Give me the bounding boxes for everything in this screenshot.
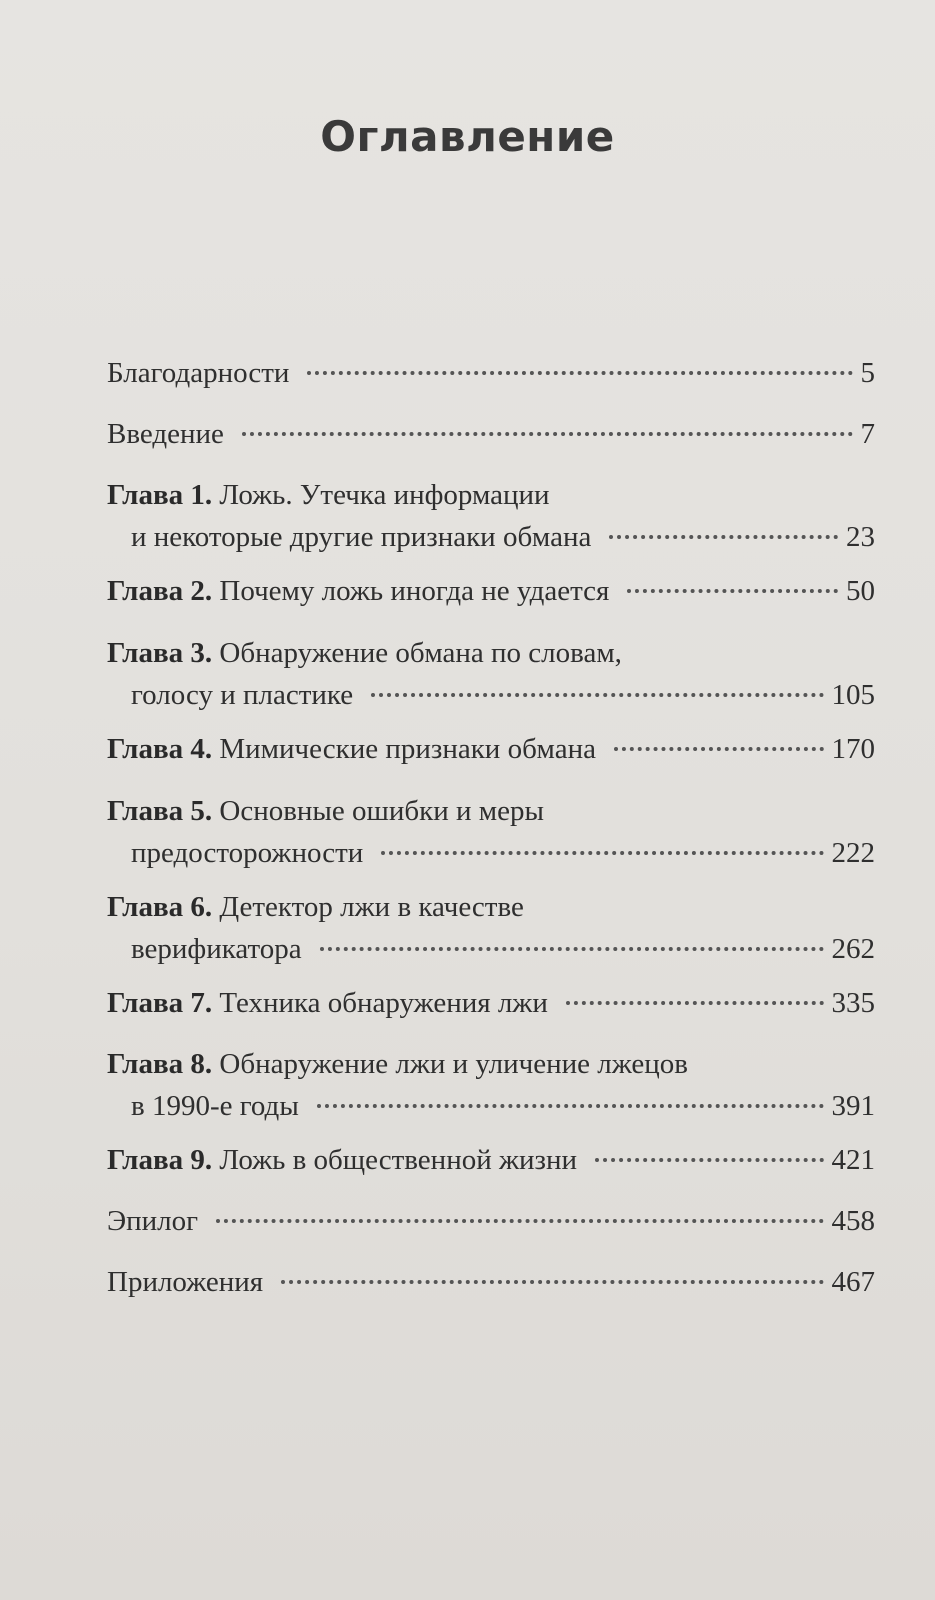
dot-leader xyxy=(381,851,823,855)
entry-title: Ложь. Утечка информации xyxy=(219,479,550,511)
entry-title: Обнаружение лжи и уличение лжецов xyxy=(219,1048,688,1080)
entry-title-text: Мимические признаки обмана xyxy=(219,733,596,765)
chapter-label: Глава 1. xyxy=(107,479,213,511)
toc-line xyxy=(107,516,875,558)
chapter-label: Глава 6. xyxy=(107,891,213,923)
chapter-label: Глава 3. xyxy=(107,637,213,669)
dot-leader xyxy=(320,947,824,951)
page-number: 7 xyxy=(860,418,875,450)
dot-leader xyxy=(317,1104,824,1108)
entry-title: Эпилог xyxy=(107,1205,199,1237)
toc-entry xyxy=(107,728,875,770)
dot-leader xyxy=(307,371,852,375)
entry-title-text: Ложь в общественной жизни xyxy=(219,1144,578,1176)
toc-line xyxy=(107,928,875,970)
toc-line xyxy=(107,1043,875,1085)
toc-entry xyxy=(107,982,875,1024)
toc-line xyxy=(107,1200,875,1242)
entry-title: Детектор лжи в качестве xyxy=(219,891,524,923)
toc-entry xyxy=(107,474,875,558)
entry-title: Введение xyxy=(107,418,224,450)
dot-leader xyxy=(242,432,853,436)
entry-title xyxy=(107,982,548,1024)
dot-leader xyxy=(566,1001,824,1005)
dot-leader xyxy=(281,1280,823,1284)
dot-leader xyxy=(371,693,823,697)
toc-line xyxy=(107,982,875,1024)
toc-entry xyxy=(107,570,875,612)
page-number: 105 xyxy=(831,679,875,711)
toc-entry xyxy=(107,1200,875,1242)
entry-title-text: Почему ложь иногда не удается xyxy=(219,575,610,607)
dot-leader xyxy=(609,535,838,539)
page-number: 50 xyxy=(846,575,875,607)
page-number: 335 xyxy=(831,987,875,1019)
toc-entry xyxy=(107,1261,875,1303)
chapter-label: Глава 4. xyxy=(107,733,213,765)
toc-line xyxy=(107,832,875,874)
entry-title-continued: голосу и пластике xyxy=(131,679,354,711)
page-number: 262 xyxy=(831,933,875,965)
entry-title-continued: и некоторые другие признаки обмана xyxy=(131,521,592,553)
toc-line xyxy=(107,674,875,716)
toc-line xyxy=(107,570,875,612)
page-number: 170 xyxy=(831,733,875,765)
toc-line xyxy=(107,632,875,674)
page-number: 391 xyxy=(831,1090,875,1122)
entry-title: Основные ошибки и меры xyxy=(219,795,544,827)
toc-line xyxy=(107,790,875,832)
dot-leader xyxy=(595,1158,823,1162)
toc-entry xyxy=(107,790,875,874)
page-number: 421 xyxy=(831,1144,875,1176)
toc-line xyxy=(107,728,875,770)
toc-entry xyxy=(107,413,875,455)
toc-entry xyxy=(107,1139,875,1181)
toc-line xyxy=(107,1139,875,1181)
entry-title: Обнаружение обмана по словам, xyxy=(219,637,622,669)
dot-leader xyxy=(614,747,824,751)
entry-title-continued: предосторожности xyxy=(131,837,364,869)
page-title: Оглавление xyxy=(320,112,615,161)
toc-entry xyxy=(107,352,875,394)
chapter-label: Глава 7. xyxy=(107,987,213,1019)
toc-entry xyxy=(107,632,875,716)
toc-line xyxy=(107,1085,875,1127)
toc-entry xyxy=(107,886,875,970)
toc-line xyxy=(107,886,875,928)
entry-title-continued: верификатора xyxy=(131,933,302,965)
toc-line xyxy=(107,352,875,394)
chapter-label: Глава 9. xyxy=(107,1144,213,1176)
entry-title: Благодарности xyxy=(107,357,290,389)
chapter-label: Глава 2. xyxy=(107,575,213,607)
page-number: 5 xyxy=(860,357,875,389)
toc-entry xyxy=(107,1043,875,1127)
toc-line xyxy=(107,474,875,516)
page-number: 467 xyxy=(831,1266,875,1298)
page-number: 222 xyxy=(831,837,875,869)
entry-title xyxy=(107,1139,577,1181)
page-number: 23 xyxy=(846,521,875,553)
entry-title-text: Техника обнаружения лжи xyxy=(219,987,548,1019)
dot-leader xyxy=(627,589,838,593)
entry-title xyxy=(107,570,609,612)
toc-line xyxy=(107,1261,875,1303)
page-number: 458 xyxy=(831,1205,875,1237)
entry-title xyxy=(107,728,596,770)
entry-title-continued: в 1990-е годы xyxy=(131,1090,299,1122)
entry-title: Приложения xyxy=(107,1266,264,1298)
toc-line xyxy=(107,413,875,455)
dot-leader xyxy=(216,1219,823,1223)
chapter-label: Глава 8. xyxy=(107,1048,213,1080)
chapter-label: Глава 5. xyxy=(107,795,213,827)
